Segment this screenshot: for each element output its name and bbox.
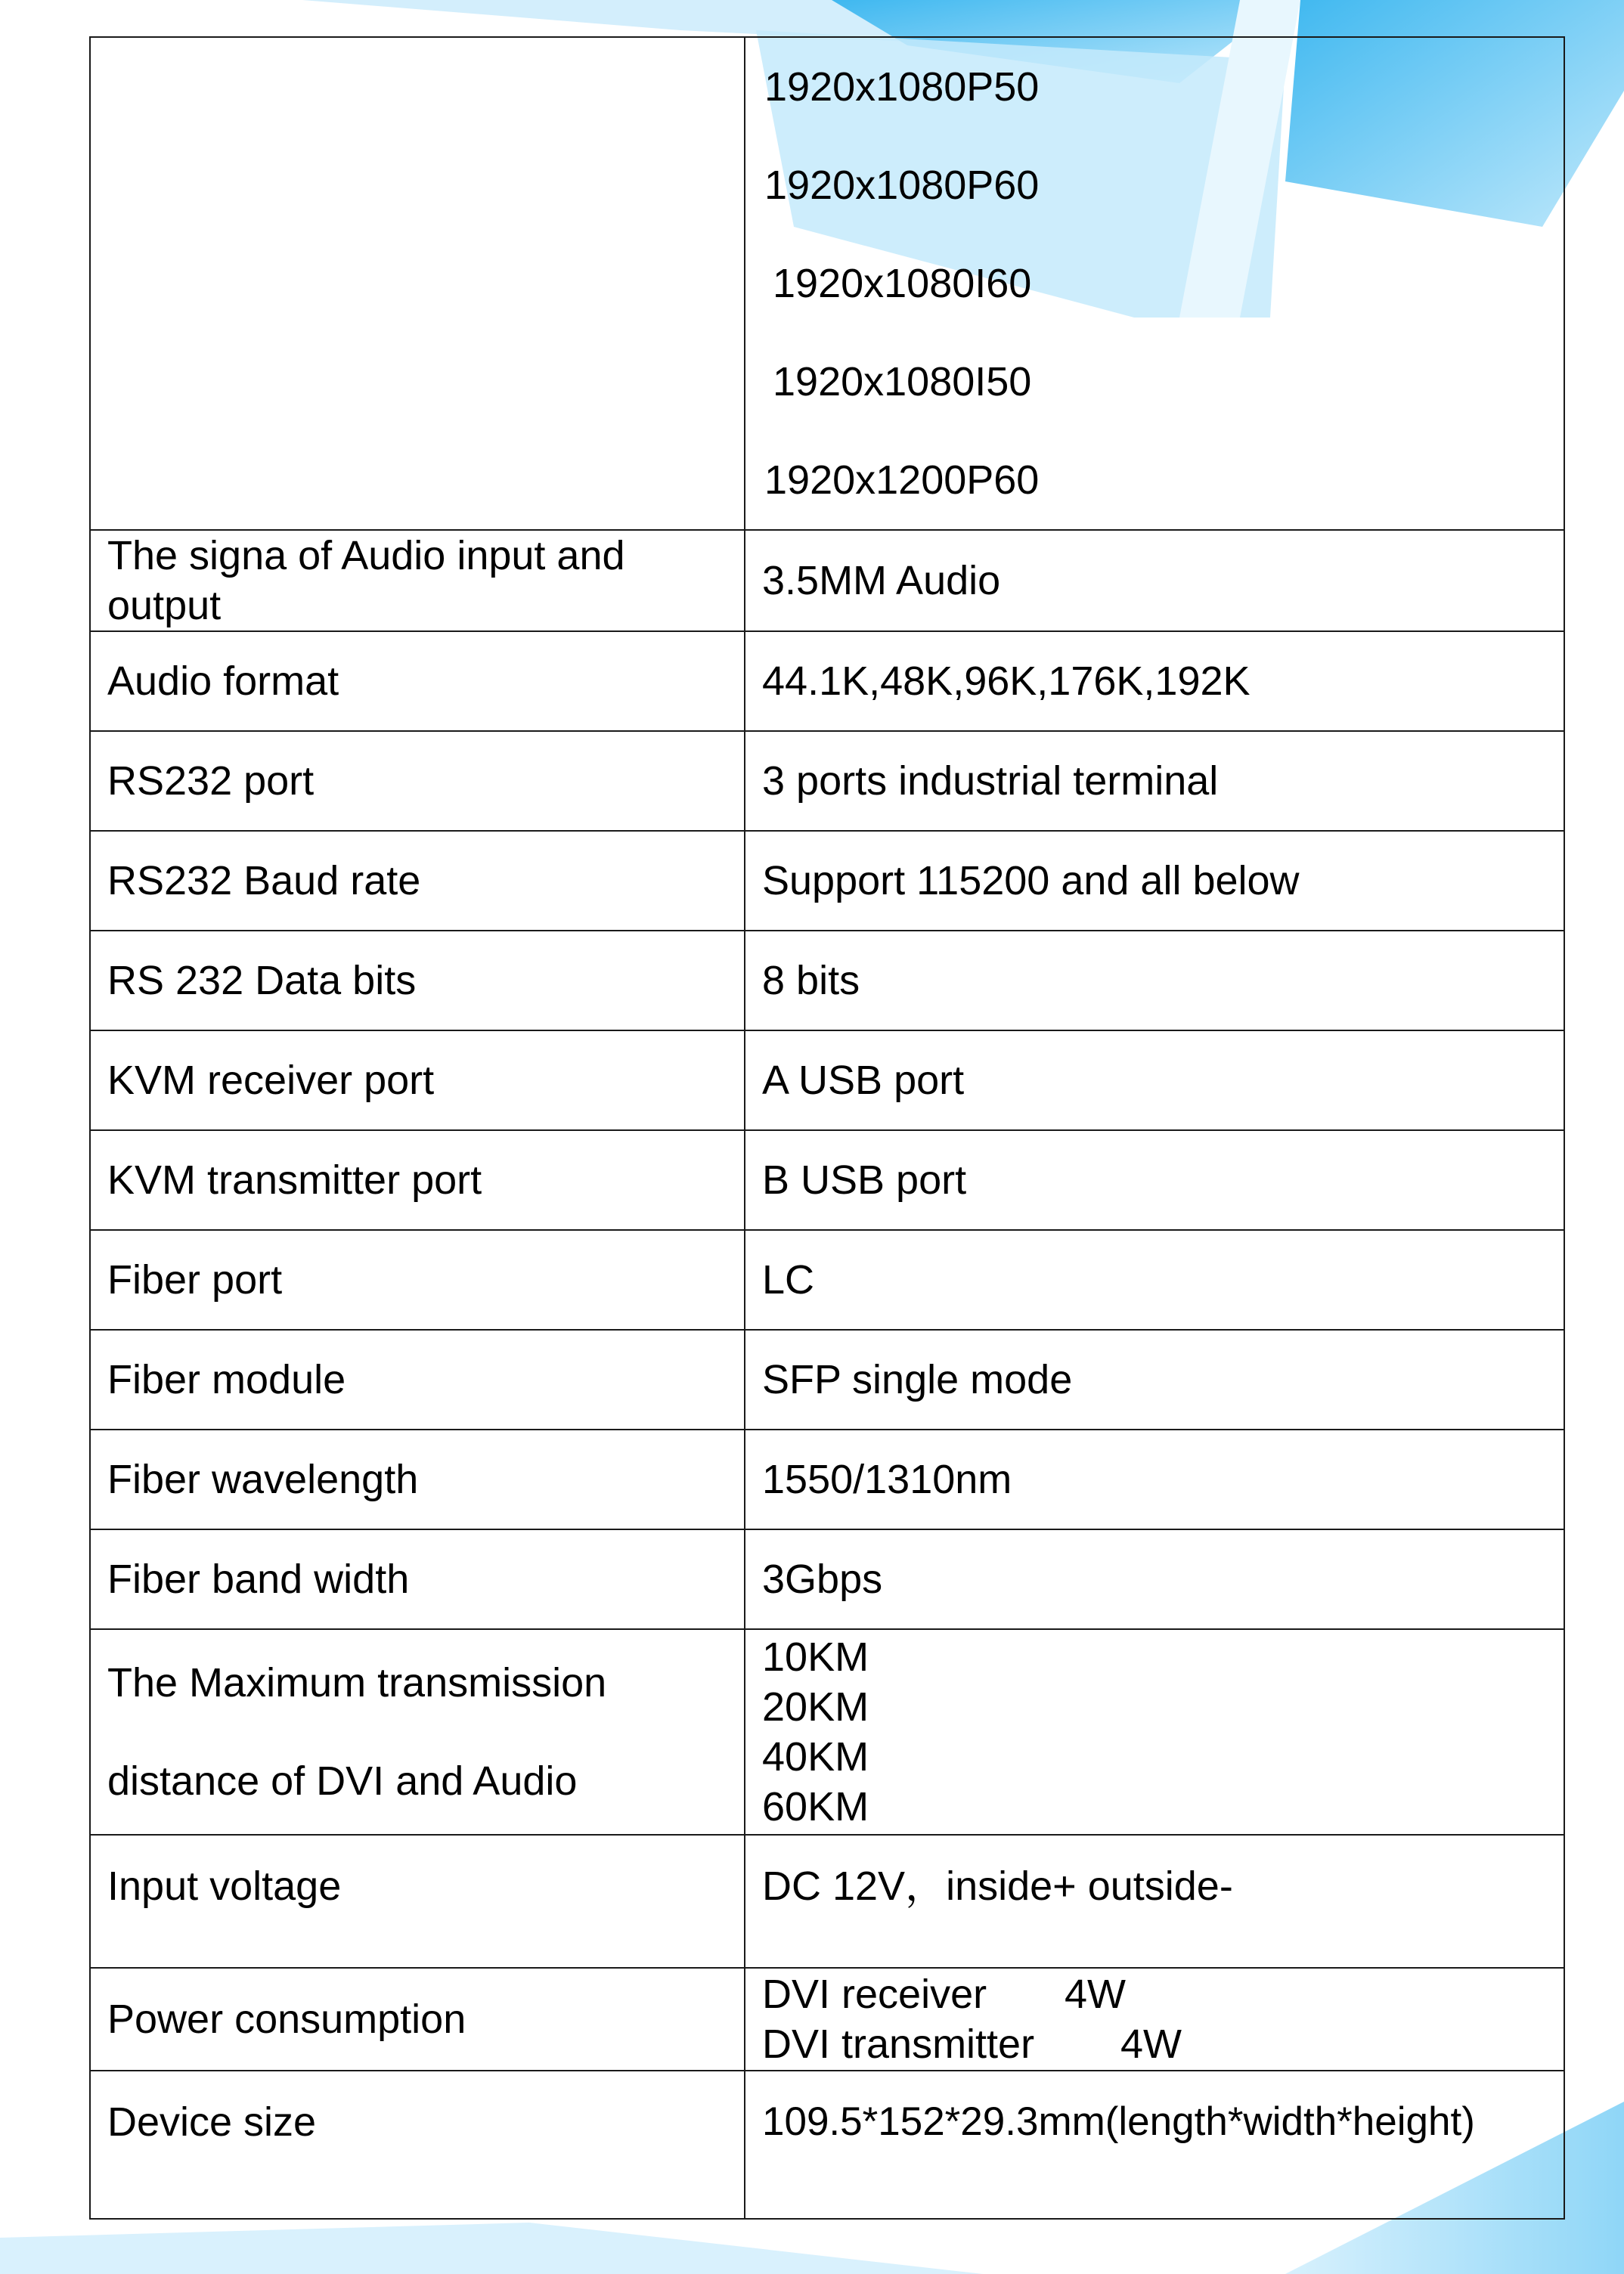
power-label: Power consumption xyxy=(90,1968,745,2071)
table-row xyxy=(90,631,1564,731)
resolution-item: 1920x1080I60 xyxy=(773,261,1032,306)
row-label: Fiber port xyxy=(90,1230,745,1330)
distance-label-line1: The Maximum transmission xyxy=(107,1660,607,1706)
row-label: Fiber wavelength xyxy=(90,1430,745,1529)
power-transmitter-value: 4W xyxy=(1120,2022,1182,2067)
table-row xyxy=(90,1529,1564,1629)
row-label: KVM transmitter port xyxy=(90,1130,745,1230)
row-label: Fiber band width xyxy=(90,1529,745,1629)
row-value: 3.5MM Audio xyxy=(745,530,1564,631)
table-row xyxy=(90,530,1564,631)
power-receiver-value: 4W xyxy=(1065,1972,1126,2017)
spec-table xyxy=(89,36,1565,2220)
table-row-resolutions xyxy=(90,37,1564,530)
distance-value: 40KM xyxy=(762,1734,869,1780)
resolution-item: 1920x1080I50 xyxy=(773,359,1032,404)
row-label: The signa of Audio input and output xyxy=(90,530,745,631)
voltage-label: Input voltage xyxy=(90,1835,745,1968)
table-row xyxy=(90,1030,1564,1130)
row-value: 8 bits xyxy=(745,931,1564,1030)
distance-value: 60KM xyxy=(762,1784,869,1829)
row-label: Audio format xyxy=(90,631,745,731)
table-row xyxy=(90,1130,1564,1230)
resolutions-label-cell xyxy=(90,37,745,530)
row-label: RS232 port xyxy=(90,731,745,831)
row-value: 1550/1310nm xyxy=(745,1430,1564,1529)
table-row xyxy=(90,731,1564,831)
distance-value: 10KM xyxy=(762,1634,869,1680)
resolutions-value-cell xyxy=(745,37,1564,530)
resolution-item: 1920x1080P60 xyxy=(764,163,1040,208)
table-row-distance xyxy=(90,1629,1564,1835)
table-row xyxy=(90,1330,1564,1430)
row-value: Support 115200 and all below xyxy=(745,831,1564,931)
resolution-item: 1920x1080P50 xyxy=(764,64,1040,110)
table-row xyxy=(90,1430,1564,1529)
power-transmitter-name: DVI transmitter xyxy=(762,2022,1035,2067)
resolution-item: 1920x1200P60 xyxy=(764,457,1040,503)
row-label: RS 232 Data bits xyxy=(90,931,745,1030)
table-row xyxy=(90,831,1564,931)
table-row-power xyxy=(90,1968,1564,2071)
distance-label-line2: distance of DVI and Audio xyxy=(107,1758,578,1804)
table-row-size xyxy=(90,2071,1564,2219)
power-receiver-name: DVI receiver xyxy=(762,1972,987,2017)
row-value: SFP single mode xyxy=(745,1330,1564,1430)
size-value: 109.5*152*29.3mm(length*width*height) xyxy=(745,2071,1564,2219)
row-label: Fiber module xyxy=(90,1330,745,1430)
table-row xyxy=(90,931,1564,1030)
voltage-value: DC 12V，inside+ outside- xyxy=(745,1835,1564,1968)
power-transmitter-line xyxy=(762,2019,1547,2069)
row-value: B USB port xyxy=(745,1130,1564,1230)
size-label: Device size xyxy=(90,2071,745,2219)
row-value: 44.1K,48K,96K,176K,192K xyxy=(745,631,1564,731)
row-label: KVM receiver port xyxy=(90,1030,745,1130)
distance-value: 20KM xyxy=(762,1684,869,1730)
row-value: 3 ports industrial terminal xyxy=(745,731,1564,831)
row-label: RS232 Baud rate xyxy=(90,831,745,931)
table-row-voltage xyxy=(90,1835,1564,1968)
power-value-cell xyxy=(745,1968,1564,2071)
row-value: LC xyxy=(745,1230,1564,1330)
distance-label-cell xyxy=(90,1629,745,1835)
table-row xyxy=(90,1230,1564,1330)
row-value: A USB port xyxy=(745,1030,1564,1130)
power-receiver-line xyxy=(762,1969,1547,2019)
bottom-stripe-left xyxy=(0,2223,983,2274)
row-value: 3Gbps xyxy=(745,1529,1564,1629)
distance-value-cell xyxy=(745,1629,1564,1835)
